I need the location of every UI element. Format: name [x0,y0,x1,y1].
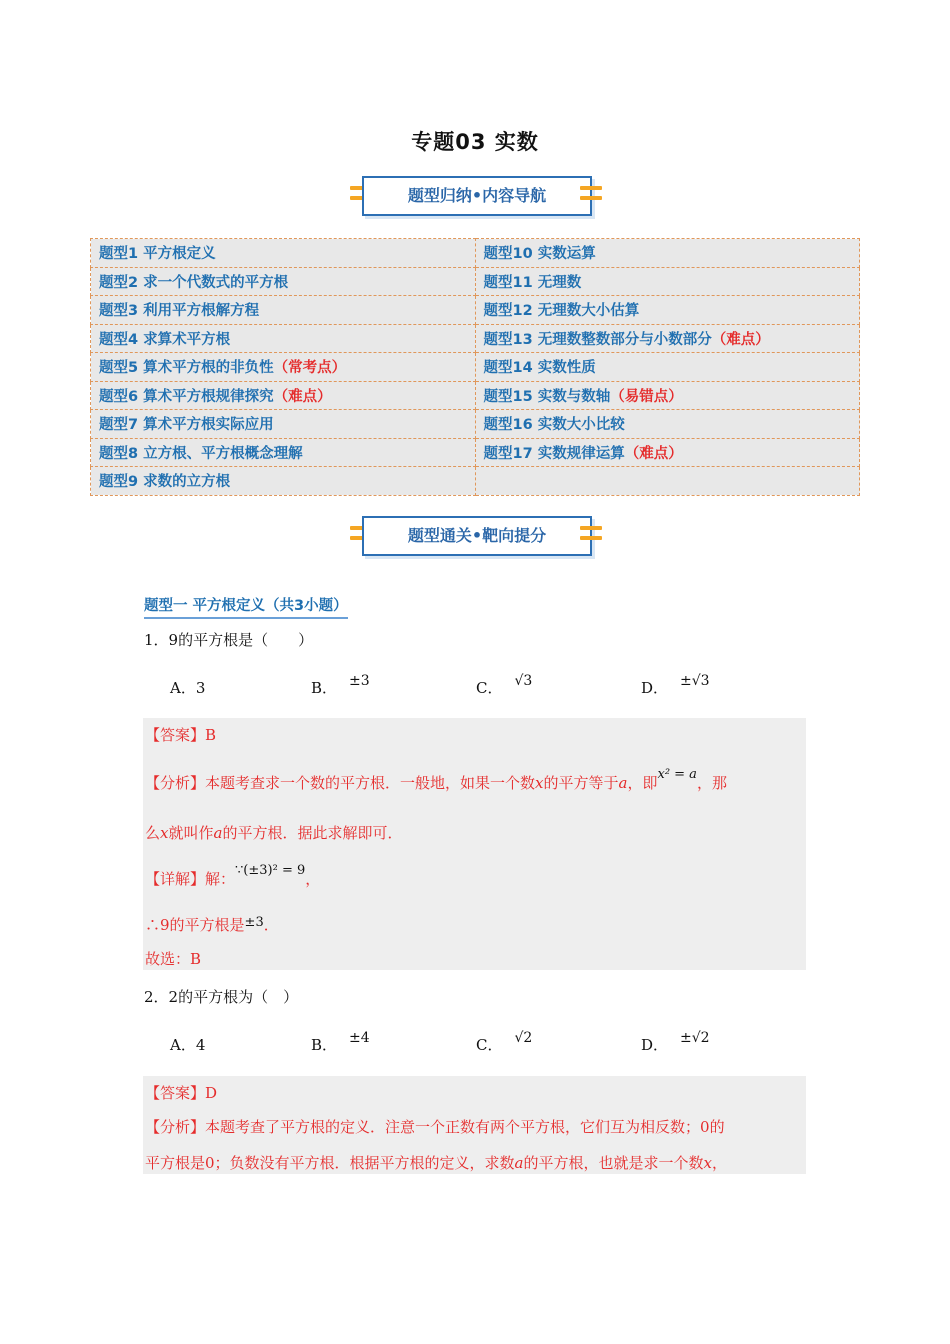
q1-detail-line2: ∴9的平方根是±3． [145,915,279,934]
q1-answer: 【答案】B [145,726,217,744]
toc-item-label: 题型17 实数规律运算 [483,445,625,462]
toc-item-label: 题型8 立方根、平方根概念理解 [99,445,303,462]
toc-item[interactable] [475,267,860,296]
toc-item[interactable] [91,324,476,353]
toc-item-label: 题型16 实数大小比较 [483,417,625,434]
banner-practice [350,516,602,556]
section-heading: 题型一 平方根定义（共3小题） [144,594,348,619]
q2-option-b: B． $^{\pm 4}$ [311,1030,370,1054]
toc-row [91,353,860,382]
toc-row [91,239,860,268]
q2-option-d: D． $^{\pm√2}$ [641,1030,710,1054]
toc-item[interactable] [91,410,476,439]
toc-row [91,381,860,410]
q1-option-a: A．3 [170,679,206,697]
toc-item[interactable] [91,353,476,382]
toc-item-tag: （常考点） [273,360,347,377]
toc-item-label: 题型7 算术平方根实际应用 [99,417,274,434]
toc-row [91,324,860,353]
q1-answer-box [143,718,806,970]
toc-item[interactable] [475,410,860,439]
toc-item-label: 题型15 实数与数轴 [483,388,611,405]
toc-row [91,438,860,467]
toc-item-tag: （难点） [624,445,683,462]
toc-item-tag: （难点） [273,388,332,405]
banner-label: 题型通关•靶向提分 [362,516,592,556]
toc-item-label: 题型13 无理数整数部分与小数部分 [483,331,712,348]
toc-item[interactable] [91,239,476,268]
toc-item[interactable] [475,353,860,382]
toc-item-label: 题型12 无理数大小估算 [483,303,640,320]
page-title: 专题03 实数 [411,130,539,154]
toc-item-label: 题型14 实数性质 [483,360,596,377]
q1-option-d: D． $^{\pm√3}$ [641,673,710,697]
question-2-stem: 2．2的平方根为（ ） [144,988,299,1006]
question-1-stem: 1．9的平方根是（ ） [144,631,314,649]
q1-detail-line1: 【详解】解：∵(±3)² = 9， [145,863,321,888]
toc-item[interactable] [475,239,860,268]
toc-item-label: 题型1 平方根定义 [99,246,216,263]
toc-item[interactable] [91,296,476,325]
toc-item[interactable] [91,381,476,410]
toc-row [91,296,860,325]
toc-item[interactable] [475,381,860,410]
toc-item-label: 题型5 算术平方根的非负性 [99,360,274,377]
q1-option-b: B． $^{\pm 3}$ [311,673,370,697]
toc-item[interactable] [475,296,860,325]
toc-item[interactable] [475,438,860,467]
toc-item-label: 题型11 无理数 [483,274,582,291]
toc-item-label: 题型10 实数运算 [483,246,596,263]
q1-analysis-line2: 么x就叫作a的平方根．据此求解即可． [145,824,403,842]
toc-row [91,410,860,439]
banner-content-nav [350,176,602,216]
q2-option-c: C． $^{√2}$ [476,1030,533,1054]
q2-analysis-line2: 平方根是0；负数没有平方根．根据平方根的定义，求数a的平方根，也就是求一个数x， [145,1154,727,1172]
q2-answer-box [143,1076,806,1174]
q1-analysis-line1: 【分析】本题考查求一个数的平方根．一般地，如果一个数x的平方等于a，即x² = a，那 [145,767,727,792]
toc-table [90,238,860,496]
toc-item-label: 题型4 求算术平方根 [99,331,231,348]
banner-label: 题型归纳•内容导航 [362,176,592,216]
toc-item[interactable] [91,267,476,296]
toc-item[interactable] [475,467,860,496]
q2-analysis-line1: 【分析】本题考查了平方根的定义．注意一个正数有两个平方根，它们互为相反数；0的 [145,1118,725,1136]
toc-row [91,267,860,296]
toc-row [91,467,860,496]
q2-option-a: A．4 [170,1036,206,1054]
toc-item-tag: （易错点） [610,388,683,405]
toc-item-label: 题型9 求数的立方根 [99,474,231,491]
toc-item[interactable] [91,467,476,496]
equal-icon [580,186,602,206]
equal-icon [580,526,602,546]
q1-option-c: C． $^{√3}$ [476,673,533,697]
toc-item-label: 题型2 求一个代数式的平方根 [99,274,289,291]
q2-answer: 【答案】D [145,1084,218,1102]
toc-item[interactable] [91,438,476,467]
toc-item[interactable] [475,324,860,353]
q1-choose: 故选：B [145,950,202,968]
toc-item-label: 题型3 利用平方根解方程 [99,303,260,320]
toc-item-tag: （难点） [711,331,770,348]
toc-item-label: 题型6 算术平方根规律探究 [99,388,274,405]
